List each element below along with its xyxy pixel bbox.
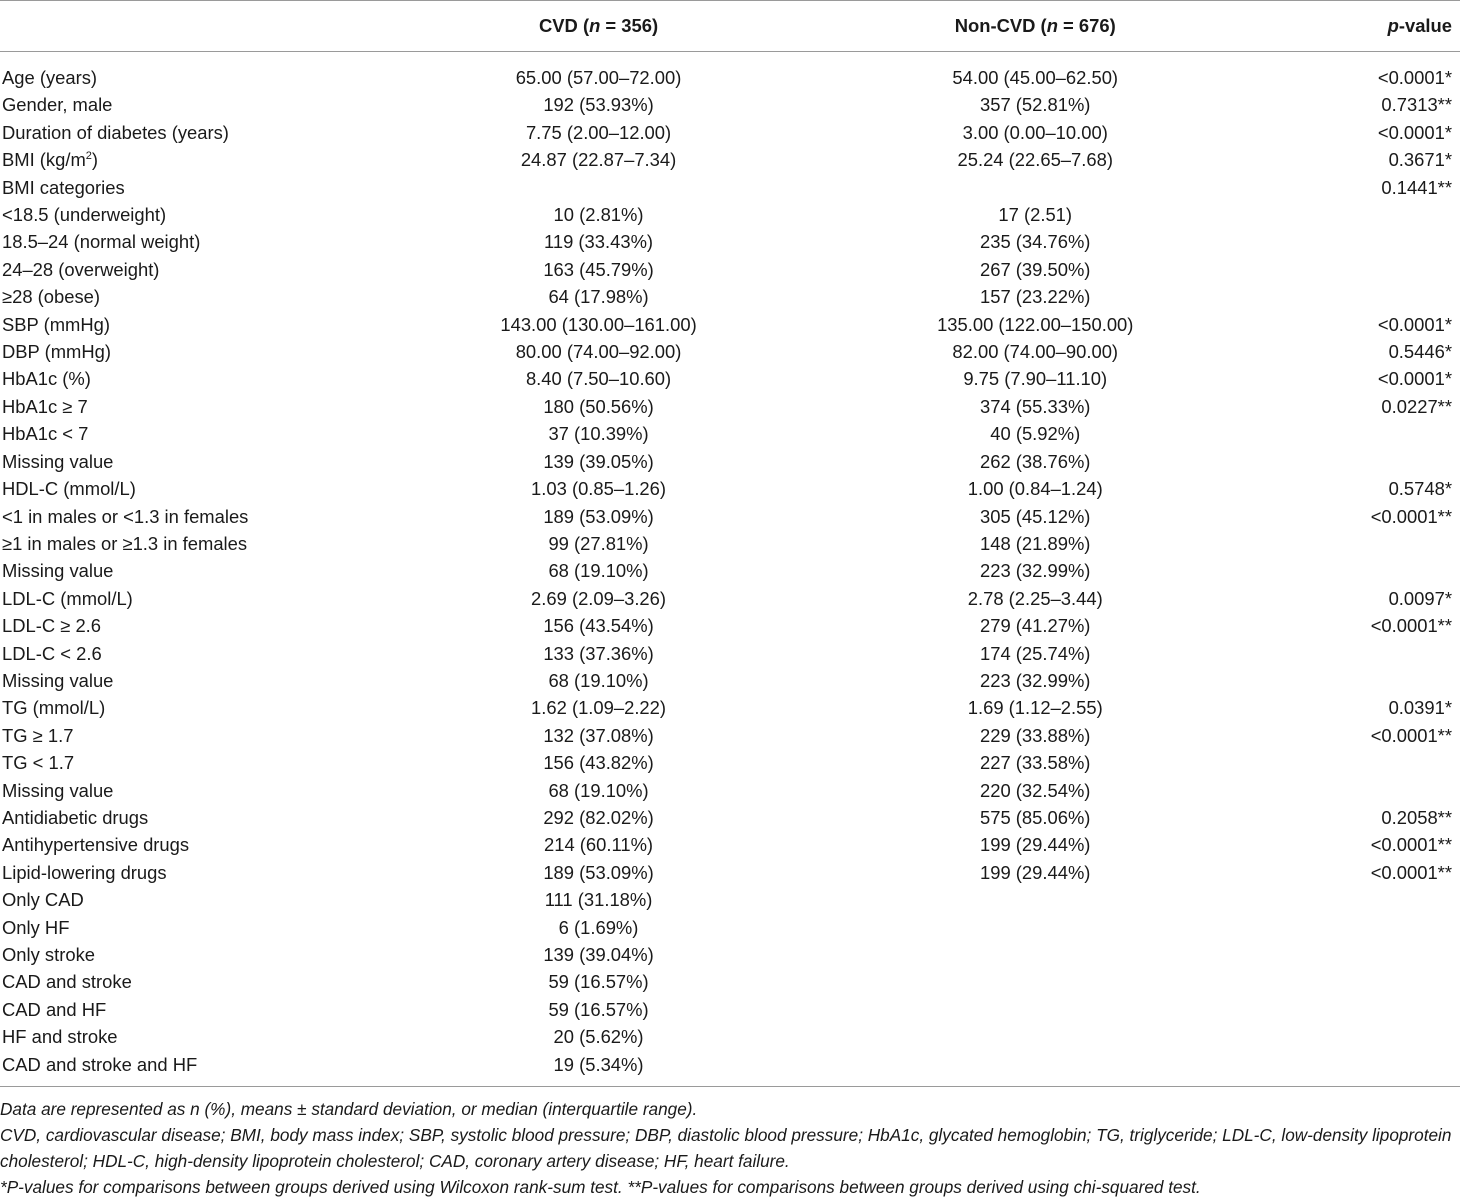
table-row xyxy=(0,831,1460,858)
row-label: BMI $(kg/m^2)$ xyxy=(2,149,99,171)
row-label: CAD and HF xyxy=(2,998,107,1020)
row-label: TG (mmol/L) xyxy=(2,697,106,719)
row-label: Duration of diabetes (years) xyxy=(2,121,229,143)
table-row xyxy=(0,448,1460,475)
table-row xyxy=(0,365,1460,392)
row-label: ≥28 (obese) xyxy=(2,286,101,308)
table-footnotes xyxy=(0,1096,1458,1200)
non-cvd-value: 40 (5.92%) xyxy=(990,423,1081,445)
row-label: ≥1 in males or ≥1.3 in females xyxy=(2,532,248,554)
p-value xyxy=(1273,1051,1460,1087)
row-label: HbA1c < 7 xyxy=(2,423,89,445)
non-cvd-value: 135.00 (122.00–150.00) xyxy=(937,313,1134,335)
non-cvd-value: 220 (32.54%) xyxy=(980,779,1091,801)
p-value xyxy=(1273,530,1460,557)
p-value xyxy=(1273,667,1460,694)
cvd-value: 59 (16.57%) xyxy=(548,971,649,993)
non-cvd-value: 1.69 (1.12–2.55) xyxy=(967,697,1103,719)
table-row xyxy=(0,283,1460,310)
row-label: CAD and stroke xyxy=(2,971,132,993)
table-row xyxy=(0,859,1460,886)
header-non-cvd: Non-CVD (n = 676) xyxy=(797,1,1273,52)
table-header xyxy=(0,1,1460,52)
row-label: 24–28 (overweight) xyxy=(2,258,160,280)
table-row xyxy=(0,749,1460,776)
row-label: HbA1c (%) xyxy=(2,368,91,390)
header-p-value: p-value xyxy=(1273,1,1460,52)
cvd-value: 111 (31.18%) xyxy=(544,889,653,911)
p-value: 0.0391* xyxy=(1388,697,1452,719)
cvd-value: 133 (37.36%) xyxy=(543,642,654,664)
cvd-value: 65.00 (57.00–72.00) xyxy=(515,67,682,88)
row-label: LDL-C (mmol/L) xyxy=(2,587,133,609)
row-label: Only stroke xyxy=(2,944,96,965)
table-row xyxy=(0,667,1460,694)
p-value xyxy=(1273,283,1460,310)
p-value xyxy=(1273,420,1460,447)
table-row xyxy=(0,52,1460,92)
table-row xyxy=(0,393,1460,420)
cvd-value: 10 (2.81%) xyxy=(553,204,644,226)
table-row xyxy=(0,886,1460,913)
non-cvd-value xyxy=(797,174,1273,201)
non-cvd-value: 374 (55.33%) xyxy=(980,395,1091,417)
row-label: CAD and stroke and HF xyxy=(0,1051,400,1087)
non-cvd-value: 305 (45.12%) xyxy=(980,505,1091,527)
table-row xyxy=(0,530,1460,557)
header-variable xyxy=(0,1,400,52)
table-row xyxy=(0,914,1460,941)
cvd-value: 132 (37.08%) xyxy=(543,724,654,746)
non-cvd-value: 9.75 (7.90–11.10) xyxy=(963,368,1108,390)
table-row xyxy=(0,1023,1460,1050)
cvd-value: 119 (33.43%) xyxy=(544,231,654,253)
p-value xyxy=(1273,1023,1460,1050)
table-row xyxy=(0,722,1460,749)
cvd-value: 8.40 (7.50–10.60) xyxy=(525,368,672,390)
row-label: TG < 1.7 xyxy=(2,752,75,774)
p-value xyxy=(1273,201,1460,228)
row-label: Lipid-lowering drugs xyxy=(2,861,167,883)
p-value: 0.5748* xyxy=(1388,478,1452,500)
non-cvd-value: 199 (29.44%) xyxy=(980,834,1091,856)
non-cvd-value xyxy=(797,886,1273,913)
cvd-value: 68 (19.10%) xyxy=(548,560,649,582)
row-label: Missing value xyxy=(2,450,114,472)
p-value xyxy=(1273,914,1460,941)
non-cvd-value: 3.00 (0.00–10.00) xyxy=(962,121,1108,143)
cvd-value: 143.00 (130.00–161.00) xyxy=(500,313,697,335)
p-value xyxy=(1273,640,1460,667)
non-cvd-value: 17 (2.51) xyxy=(998,204,1073,226)
non-cvd-value xyxy=(797,1051,1273,1087)
row-label: HbA1c ≥ 7 xyxy=(2,395,88,417)
row-label: Age (years) xyxy=(2,67,98,88)
row-label: Missing value xyxy=(2,560,114,582)
row-label: HDL-C (mmol/L) xyxy=(2,478,136,500)
table-row xyxy=(0,420,1460,447)
p-value xyxy=(1273,256,1460,283)
non-cvd-value: 235 (34.76%) xyxy=(980,231,1091,253)
non-cvd-value: 575 (85.06%) xyxy=(980,806,1091,828)
cvd-value: 64 (17.98%) xyxy=(548,286,649,308)
p-value: <0.0001** xyxy=(1370,834,1452,856)
p-value: 0.1441** xyxy=(1381,176,1452,198)
row-label: LDL-C ≥ 2.6 xyxy=(2,615,102,637)
cvd-value: 163 (45.79%) xyxy=(543,258,654,280)
row-label: Only HF xyxy=(2,916,70,938)
cvd-value: 192 (53.93%) xyxy=(543,94,654,116)
non-cvd-value: 157 (23.22%) xyxy=(980,286,1091,308)
p-value xyxy=(1273,777,1460,804)
non-cvd-value: 25.24 (22.65–7.68) xyxy=(957,149,1113,171)
non-cvd-value: 267 (39.50%) xyxy=(980,258,1091,280)
non-cvd-value: 1.00 (0.84–1.24) xyxy=(967,478,1103,500)
cvd-value: 80.00 (74.00–92.00) xyxy=(515,341,682,363)
table-row xyxy=(0,146,1460,173)
non-cvd-value: 174 (25.74%) xyxy=(980,642,1091,664)
footnote-p-values: *P-values for comparisons between groups derived using Wilcoxon rank-sum test. **P-values for comparisons between groups derived using chi-squared test. xyxy=(0,1177,1201,1197)
p-value xyxy=(1273,941,1460,968)
p-value: <0.0001** xyxy=(1370,724,1452,746)
cvd-value: 59 (16.57%) xyxy=(548,998,649,1020)
non-cvd-value xyxy=(797,968,1273,995)
cvd-value: 20 (5.62%) xyxy=(553,1026,644,1048)
table-row xyxy=(0,557,1460,584)
footnote-data-representation: Data are represented as n (%), means ± standard deviation, or median (interquartile range). xyxy=(0,1099,698,1119)
cvd-value: 292 (82.02%) xyxy=(543,806,654,828)
p-value xyxy=(1273,968,1460,995)
p-value: 0.0227** xyxy=(1381,395,1452,417)
table-row xyxy=(0,311,1460,338)
cvd-value: 99 (27.81%) xyxy=(548,532,649,554)
p-value xyxy=(1273,228,1460,255)
header-row xyxy=(0,1,1460,52)
cvd-value: 214 (60.11%) xyxy=(544,834,654,856)
table-row xyxy=(0,201,1460,228)
cvd-value: 37 (10.39%) xyxy=(548,423,649,445)
cvd-value: 1.62 (1.09–2.22) xyxy=(531,697,667,719)
header-cvd: CVD (n = 356) xyxy=(400,1,797,52)
non-cvd-value: 2.78 (2.25–3.44) xyxy=(967,587,1103,609)
p-value: 0.0097* xyxy=(1388,587,1452,609)
row-label: BMI categories xyxy=(2,176,125,198)
table-row xyxy=(0,585,1460,612)
table-row xyxy=(0,503,1460,530)
non-cvd-value: 54.00 (45.00–62.50) xyxy=(952,67,1119,88)
non-cvd-value: 223 (32.99%) xyxy=(980,560,1091,582)
table-row xyxy=(0,968,1460,995)
cvd-value: 1.03 (0.85–1.26) xyxy=(531,478,667,500)
p-value: <0.0001* xyxy=(1377,67,1452,88)
p-value: <0.0001** xyxy=(1370,615,1452,637)
row-label: Antidiabetic drugs xyxy=(2,806,149,828)
p-value xyxy=(1273,749,1460,776)
cvd-value: 6 (1.69%) xyxy=(558,916,639,938)
table-body xyxy=(0,52,1460,1087)
non-cvd-value xyxy=(797,914,1273,941)
non-cvd-value xyxy=(797,996,1273,1023)
non-cvd-value: 223 (32.99%) xyxy=(980,669,1091,691)
p-value: <0.0001** xyxy=(1370,505,1452,527)
row-label: Missing value xyxy=(2,669,114,691)
non-cvd-value xyxy=(797,1023,1273,1050)
non-cvd-value: 148 (21.89%) xyxy=(980,532,1091,554)
cvd-value: 7.75 (2.00–12.00) xyxy=(525,121,672,143)
cvd-value: 2.69 (2.09–3.26) xyxy=(531,587,667,609)
p-value: <0.0001** xyxy=(1370,861,1452,883)
row-label: SBP (mmHg) xyxy=(2,313,110,335)
table-row xyxy=(0,228,1460,255)
p-value: <0.0001* xyxy=(1377,313,1452,335)
row-label: DBP (mmHg) xyxy=(2,341,111,363)
p-value xyxy=(1273,557,1460,584)
cvd-value: 24.87 (22.87–7.34) xyxy=(520,149,677,171)
cvd-value: 189 (53.09%) xyxy=(543,861,654,883)
p-value xyxy=(1273,996,1460,1023)
non-cvd-value: 227 (33.58%) xyxy=(980,752,1091,774)
p-value: <0.0001* xyxy=(1377,121,1452,143)
table-row xyxy=(0,996,1460,1023)
table-row xyxy=(0,1051,1460,1087)
table-row xyxy=(0,475,1460,502)
non-cvd-value: 262 (38.76%) xyxy=(980,450,1091,472)
table-row xyxy=(0,640,1460,667)
p-value: 0.2058** xyxy=(1381,806,1452,828)
p-value: 0.7313** xyxy=(1381,94,1452,116)
non-cvd-value: 199 (29.44%) xyxy=(980,861,1091,883)
cvd-value: 68 (19.10%) xyxy=(548,669,649,691)
non-cvd-value: 229 (33.88%) xyxy=(980,724,1091,746)
cvd-value: 156 (43.82%) xyxy=(543,752,654,774)
table-row xyxy=(0,338,1460,365)
cvd-value: 180 (50.56%) xyxy=(543,395,654,417)
cvd-value xyxy=(400,174,797,201)
cvd-value: 189 (53.09%) xyxy=(543,505,654,527)
p-value xyxy=(1273,886,1460,913)
p-value xyxy=(1273,448,1460,475)
table-row xyxy=(0,91,1460,118)
cvd-value: 19 (5.34%) xyxy=(400,1051,797,1087)
cvd-value: 139 (39.04%) xyxy=(543,944,654,965)
table-row xyxy=(0,612,1460,639)
table-row xyxy=(0,174,1460,201)
cvd-value: 156 (43.54%) xyxy=(543,615,654,637)
row-label: Missing value xyxy=(2,779,114,801)
row-label: Gender, male xyxy=(2,94,113,116)
row-label: 18.5–24 (normal weight) xyxy=(2,231,201,253)
row-label: TG ≥ 1.7 xyxy=(2,724,74,746)
cvd-value: 139 (39.05%) xyxy=(543,450,654,472)
table-row xyxy=(0,941,1460,968)
row-label: Only CAD xyxy=(2,889,84,911)
row-label: HF and stroke xyxy=(2,1026,118,1048)
table-row xyxy=(0,694,1460,721)
p-value: 0.3671* xyxy=(1388,149,1452,171)
p-value: 0.5446* xyxy=(1388,341,1452,363)
table-row xyxy=(0,777,1460,804)
table-row xyxy=(0,804,1460,831)
table-row xyxy=(0,119,1460,146)
row-label: <1 in males or <1.3 in females xyxy=(2,505,249,527)
non-cvd-value: 279 (41.27%) xyxy=(980,615,1091,637)
cvd-value: 68 (19.10%) xyxy=(548,779,649,801)
row-label: LDL-C < 2.6 xyxy=(2,642,102,664)
non-cvd-value: 357 (52.81%) xyxy=(980,94,1091,116)
row-label: <18.5 (underweight) xyxy=(2,204,167,226)
p-value: <0.0001* xyxy=(1377,368,1452,390)
footnote-abbreviations: CVD, cardiovascular disease; BMI, body mass index; SBP, systolic blood pressure; DBP, diastolic blood pressure; HbA1c, glycated hemoglobin; TG, triglyceride; LDL-C, low-density lipoprotein cholesterol; HDL-C, high-density lipoprotein cholesterol; CAD, coronary artery disease; HF, heart failure. xyxy=(0,1125,1452,1171)
non-cvd-value: 82.00 (74.00–90.00) xyxy=(952,341,1119,363)
table-row xyxy=(0,256,1460,283)
non-cvd-value xyxy=(797,941,1273,968)
row-label: Antihypertensive drugs xyxy=(2,834,190,856)
